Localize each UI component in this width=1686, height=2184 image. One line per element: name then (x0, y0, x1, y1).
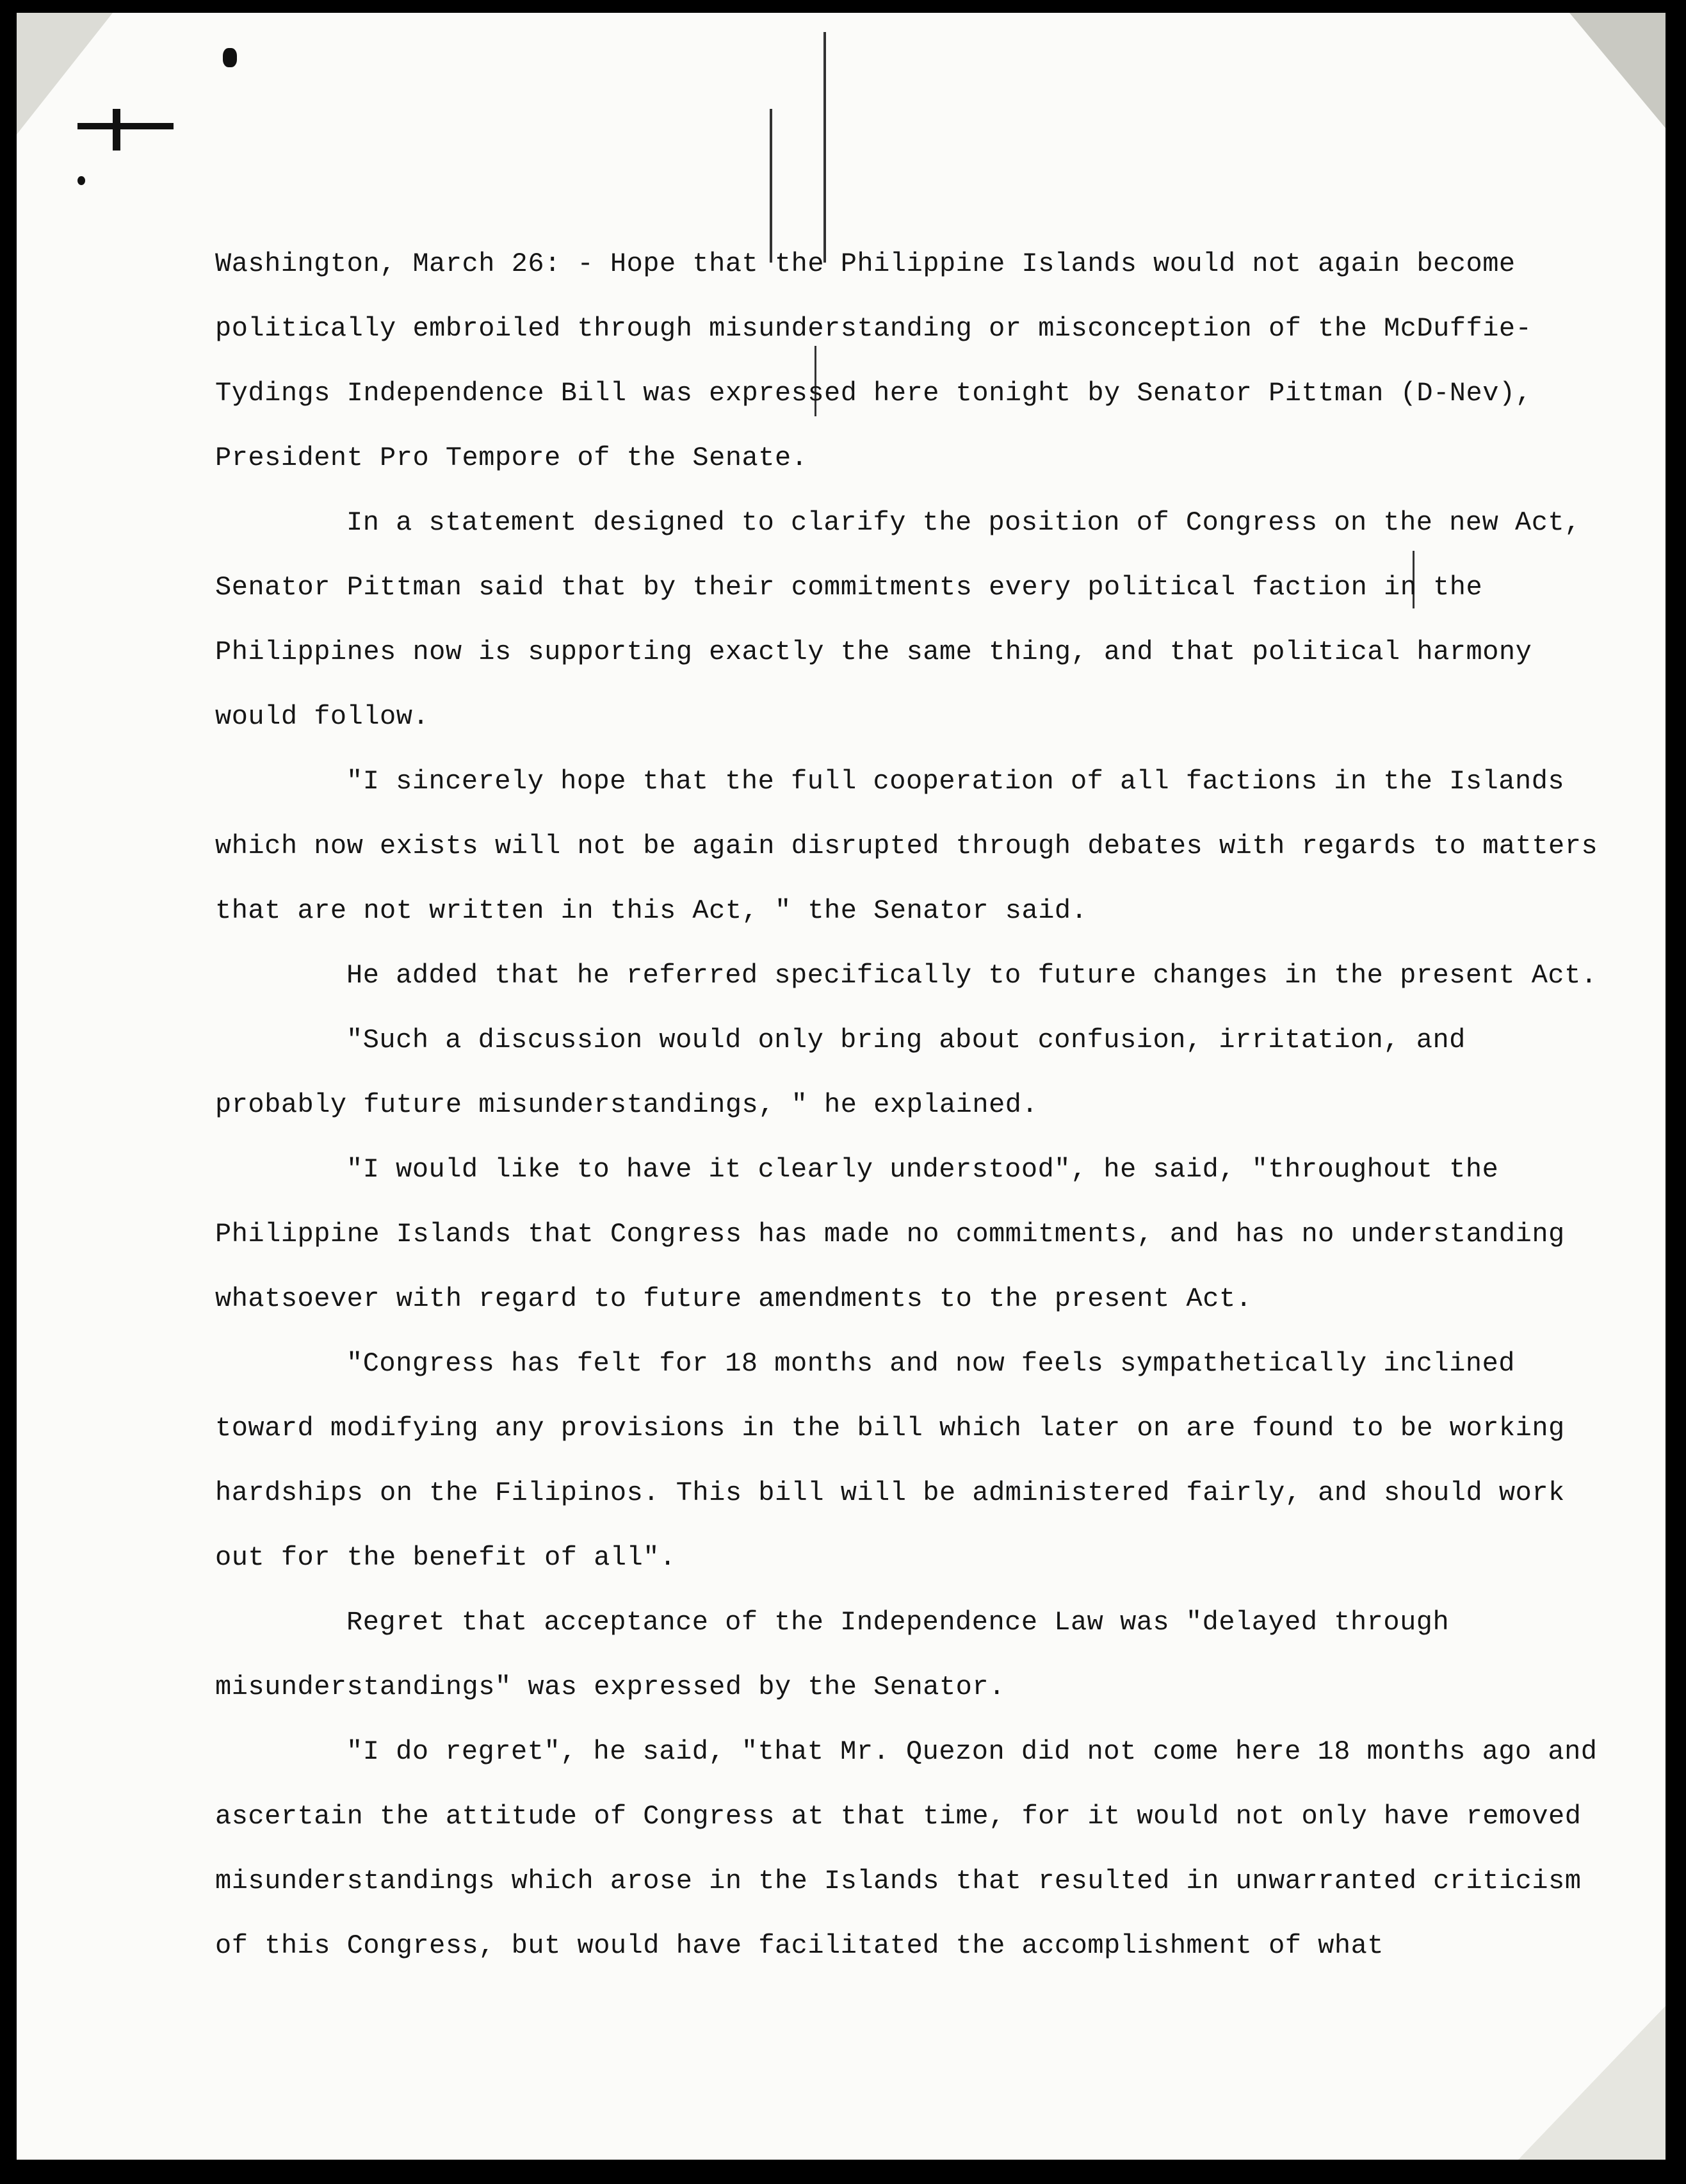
paragraph-2: In a statement designed to clarify the position of Congress on the new Act, Senator Pittman said that by their commitments every political faction in the Philippines now is supporting exactly the same thing, and that political harmony would follow. (215, 507, 1581, 732)
ink-mark (77, 123, 174, 129)
paragraph-8: Regret that acceptance of the Independence Law was "delayed through misunderstandings" was expressed by the Senator. (215, 1607, 1450, 1702)
folded-corner-bottom-right (1518, 2006, 1666, 2160)
ink-mark (223, 48, 237, 67)
document-page (17, 13, 1666, 2160)
folded-corner-top-left (17, 13, 113, 134)
paragraph-5: "Such a discussion would only bring about confusion, irritation, and probably future misunderstandings, " he explained. (215, 1025, 1466, 1120)
paragraph-7: "Congress has felt for 18 months and now feels sympathetically inclined toward modifying any provisions in the bill which later on are found to be working hardships on the Filipinos. This bill will be administered fairly, and should work out for the benefit of all". (215, 1348, 1565, 1573)
paragraph-9: "I do regret", he said, "that Mr. Quezon did not come here 18 months ago and ascertain the attitude of Congress at that time, for it would not only have removed misunderstandings which arose in the Islands that resulted in unwarranted criticism of this Congress, but would have facilitated the accomplishment of what (215, 1736, 1598, 1961)
paragraph-6: "I would like to have it clearly understood", he said, "throughout the Philippine Islands that Congress has made no commitments, and has no understanding whatsoever with regard to future amendments to the present Act. (215, 1154, 1565, 1314)
ink-mark (77, 176, 85, 185)
typewritten-body (215, 232, 1598, 1978)
pencil-line-mark (823, 32, 826, 263)
folded-corner-top-right (1569, 13, 1666, 128)
paragraph-3: "I sincerely hope that the full cooperation of all factions in the Islands which now exists will not be again disrupted through debates with regards to matters that are not written in this Act, " the Senator said. (215, 766, 1598, 926)
paragraph-1: Washington, March 26: - Hope that the Philippine Islands would not again become politically embroiled through misunderstanding or misconception of the McDuffie-Tydings Independence Bill was expressed here tonight by Senator Pittman (D-Nev), President Pro Tempore of the Senate. (215, 249, 1532, 473)
paragraph-4: He added that he referred specifically to future changes in the present Act. (346, 960, 1598, 991)
ink-mark (113, 109, 120, 151)
